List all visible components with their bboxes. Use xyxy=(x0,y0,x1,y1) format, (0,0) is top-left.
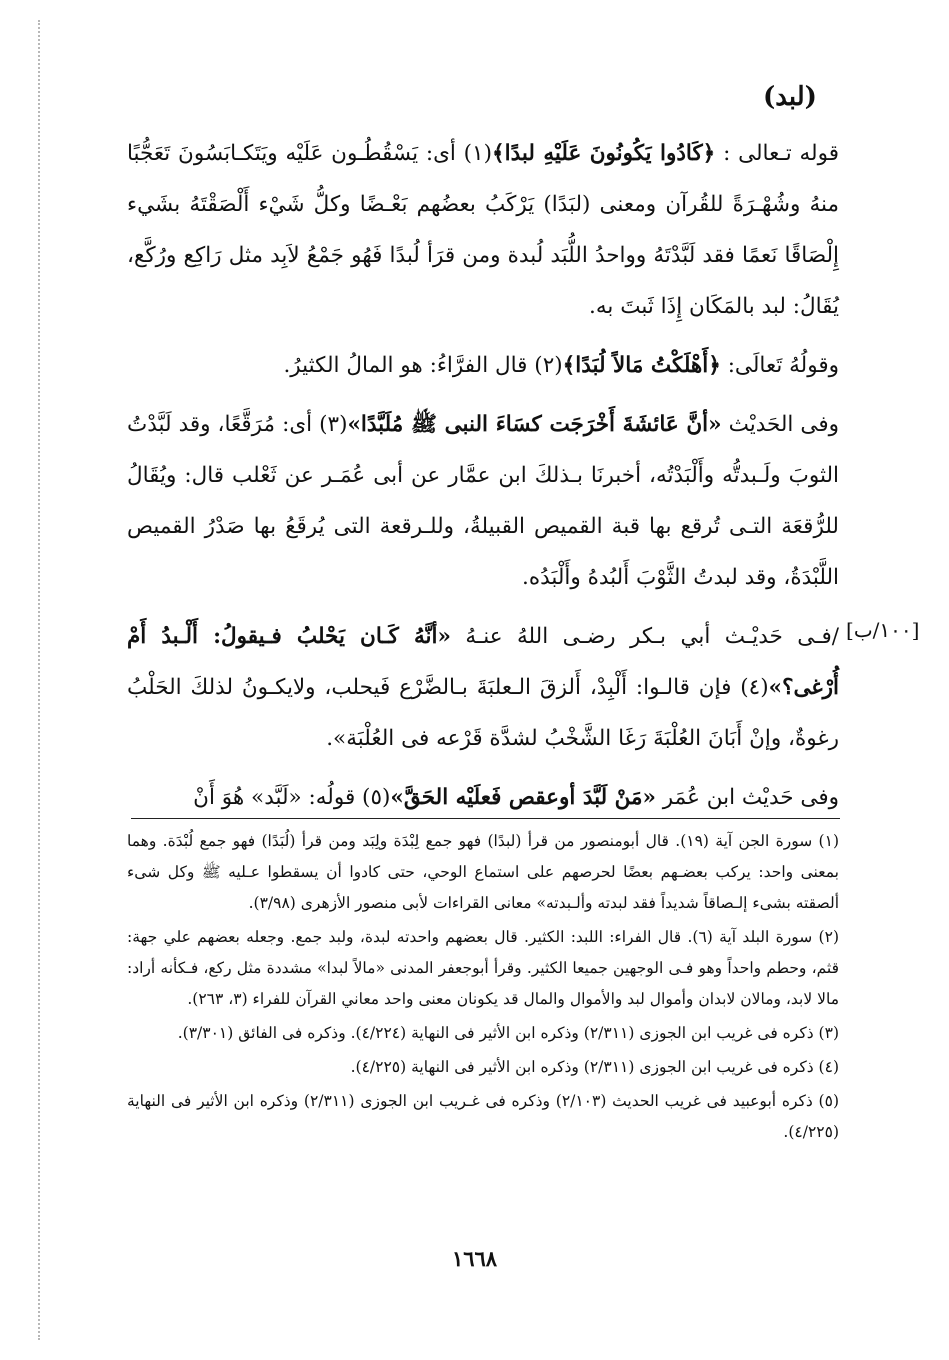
paragraph-4-lead: /فـى حَديْـث أبي بـكر رضـى اللهُ عنـهُ xyxy=(450,624,839,649)
hadith-quote-4: «أنَّهُ كَـان يَحْلبُ فـيقولُ: أَلْـبدُ أَمْ أُرْغى؟» xyxy=(127,624,839,700)
quran-quote-2: ﴿أَهْلَكْتُ مَالاً لُبَدًا﴾ xyxy=(562,353,721,378)
paragraph-2-lead: وقولُهُ تَعالَى: xyxy=(720,353,839,378)
manuscript-folio-marker: [١٠٠/ب] xyxy=(846,618,920,642)
paragraph-5-lead: وفى حَديْث ابن عُمَر xyxy=(655,785,839,810)
entry-heading: (لبد) xyxy=(762,82,817,112)
paragraph-5-body: (٥) قولُه: «لَبَّد» هُوَ أَنْ xyxy=(193,785,391,810)
paragraph-2 xyxy=(127,340,839,391)
paragraph-2-body: (٢) قال الفرَّاءُ: هو المالُ الكثيرُ. xyxy=(283,353,563,378)
paragraph-1-body: (١) أى: يَسْقُطُـون عَلَيْه ويَتَكـابَسُونَ تَعَجُّبًا منهُ وشُهْـرَةً للقُرآن ومعنى (لبَدًا) يَرْكَبُ بعضُهم بَعْـضًا وكلُّ شَيْء أَلْصَقْتَهُ بشَيء إِلْصَاقًا نَعمًا فقد لَبَّدْتَهُ وواحدُ اللُّبَد لُبدة ومن قرَأ لُبدًا فَهُو جَمْعُ لاَبِد مثل رَاكِع ورُكَّع، يُقَالُ: لبد بالمَكَان إِذَا ثَبتَ به. xyxy=(127,141,839,319)
footnote-1: (١) سورة الجن آية (١٩). قال أبومنصور من قرأ (لبدًا) فهو جمع لِبْدَة ولِبَد ومن قرأ (لُبَدًا) فهو جمع لُبْدَة. وهما بمعنى واحد: يركب بعضـهم بعضًا لحرصهم على استماع الوحي، حتى كادوا أن يسقطوا عـليه ﷺ وكل شىء ألصقته بشىء إلـصاقاً شديداً فقد لبدته وألـبدته» معانى القراءات لأبى منصور الأزهرى (٣/٩٨). xyxy=(127,832,839,912)
paragraph-3-body: (٣) أى: مُرَقَّعًا، وقد لَبَّدْتُ الثوبَ ولَـبدتُّه وأَلْبَدْتُه، أخبرنَا بـذلكَ ابن عمَّار عن أبى عُمَـر عن ثَعْلب قال: ويُقَالُ للرُّقعَة التـى تُرقع بها قبة القميص القبيلةُ، وللـرقعة التى يُرقَعُ بها صَدْرُ القميص اللَّبْدَةُ، وقد لبدتُ الثَّوْبَ أَلبُدهُ وأَلْبَدُه. xyxy=(127,412,839,590)
paragraph-1-lead: قوله تـعالى : xyxy=(715,141,839,166)
margin-dotted-line xyxy=(38,20,41,1340)
quran-quote-1: ﴿كَادُوا يَكُونُونَ عَلَيْهِ لبدًا﴾ xyxy=(492,141,716,166)
footnote-3: (٣) ذكره فى غريب ابن الجوزى (٢/٣١١) وذكره ابن الأثير فى النهاية (٤/٢٢٤). وذكره فى الفائق (٣/٣٠١). xyxy=(177,1024,839,1042)
paragraph-5 xyxy=(127,772,839,823)
page-number: ١٦٦٨ xyxy=(451,1246,498,1271)
footnote-separator xyxy=(131,818,840,819)
hadith-quote-5: «مَنْ لَبَّدَ أوعقص فَعلَيْه الحَقَّ» xyxy=(390,785,656,810)
hadith-quote-3: «أنَّ عَائشَةَ أَخْرَجَت كسَاءَ النبى ﷺ مُلَبَّدًا» xyxy=(347,412,722,437)
paragraph-3 xyxy=(127,399,839,603)
footnote-5: (٥) ذكره أبوعبيد فى غريب الحديث (٢/١٠٣) وذكره فى غـريب ابن الجوزى (٢/٣١١) وذكره ابن الأثير فى النهاية (٤/٢٢٥). xyxy=(127,1092,839,1141)
paragraph-4-body: (٤) فإن قالـوا: أَلْبِدْ، أَلزقَ الـعلبَةَ بـالضَّرْع فَيحلب، ولايكـونُ لذلكَ الحَلْبُ رغوةٌ، وإنْ أَبَانَ العُلْبَةَ رَغَا الشَّخْبُ لشدَّة قَرْعه فى العُلْبَة». xyxy=(127,675,839,751)
paragraph-3-lead: وفى الحَديْث xyxy=(721,412,839,437)
footnote-4: (٤) ذكره فى غريب ابن الجوزى (٢/٣١١) وذكره ابن الأثير فى النهاية (٤/٢٢٥). xyxy=(350,1058,839,1076)
paragraph-1 xyxy=(127,128,839,332)
footnote-2: (٢) سورة البلد آية (٦). قال الفراء: اللبد: الكثير. قال بعضهم واحدته لبدة، ولبد جمع. وجعله بعضهم علي جهة: قثم، وحطم واحداً وهو فـى الوجهين جميعا الكثير. وقرأ أبوجعفر المدنى «مالاً لبدا» مشددة مثل ركع، فـكأنه أراد: مالا لابد، ومالان لابدان وأموال لبد والأموال والمال قد يكونان معنى واحد معاني القرآن للفراء (٣، ٢٦٣). xyxy=(127,928,839,1008)
footnotes xyxy=(127,826,839,1151)
paragraph-4 xyxy=(127,611,839,764)
main-text xyxy=(127,128,839,823)
